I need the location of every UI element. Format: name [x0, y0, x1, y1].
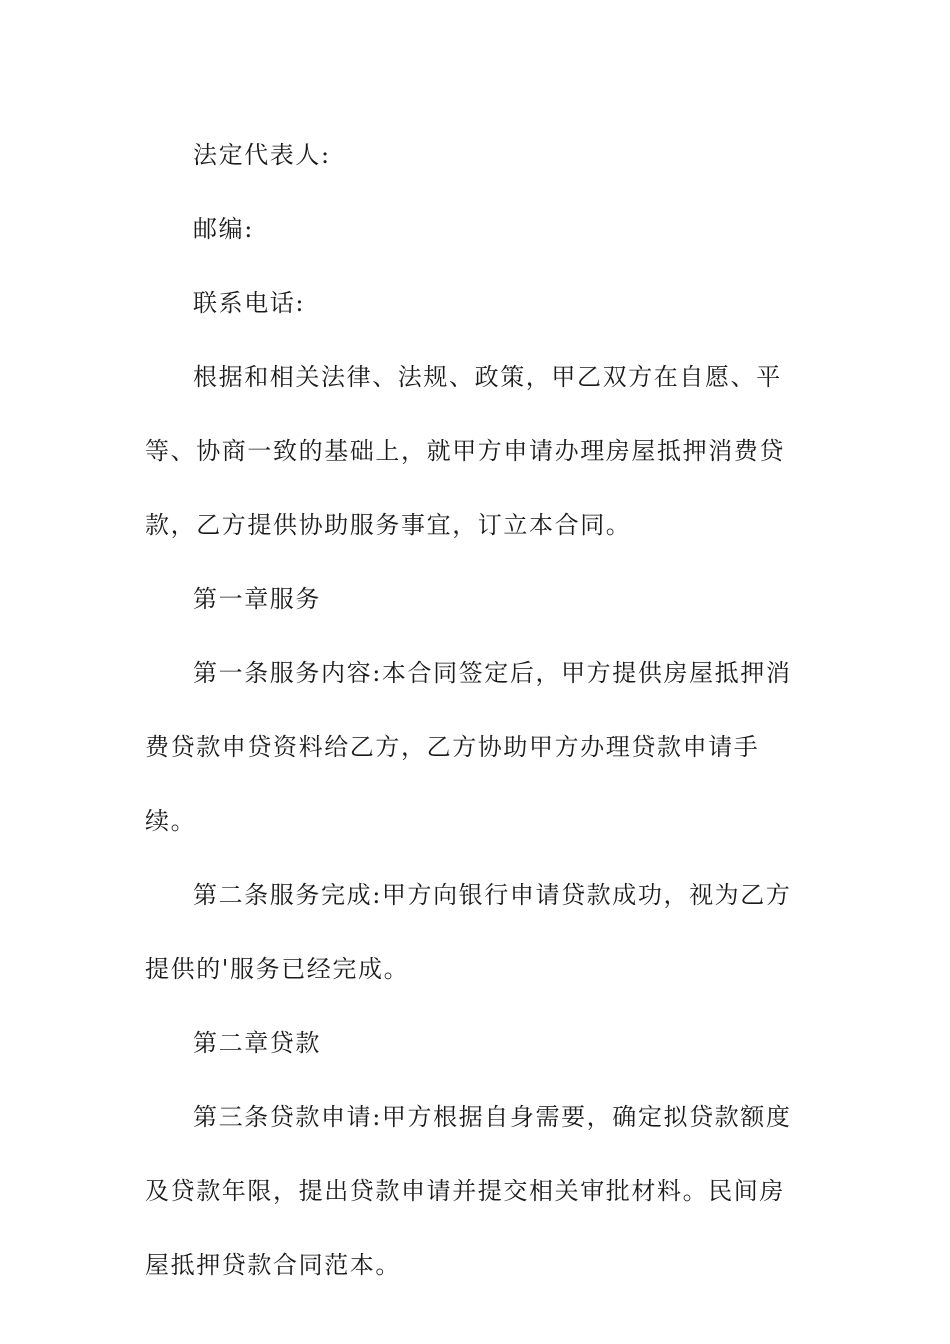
legal-representative-line: 法定代表人:: [193, 141, 331, 169]
chapter-one-heading: 第一章服务: [193, 585, 321, 613]
postal-code-line: 邮编:: [193, 215, 254, 243]
preamble-paragraph: 根据和相关法律、法规、政策，甲乙双方在自愿、平等、协商一致的基础上，就甲方申请办理房屋抵押消费贷款，乙方提供协助服务事宜，订立本合同。: [145, 363, 785, 539]
article-one-paragraph: 第一条服务内容:本合同签定后，甲方提供房屋抵押消费贷款申贷资料给乙方，乙方协助甲方办理贷款申请手续。: [145, 659, 792, 835]
article-two-paragraph: 第二条服务完成:甲方向银行申请贷款成功，视为乙方提供的'服务已经完成。: [145, 881, 792, 983]
article-three-paragraph: 第三条贷款申请:甲方根据自身需要，确定拟贷款额度及贷款年限，提出贷款申请并提交相关审批材料。民间房屋抵押贷款合同范本。: [145, 1103, 792, 1279]
document-page: [145, 118, 807, 1302]
contact-phone-line: 联系电话:: [193, 289, 306, 317]
chapter-two-heading: 第二章贷款: [193, 1029, 321, 1057]
